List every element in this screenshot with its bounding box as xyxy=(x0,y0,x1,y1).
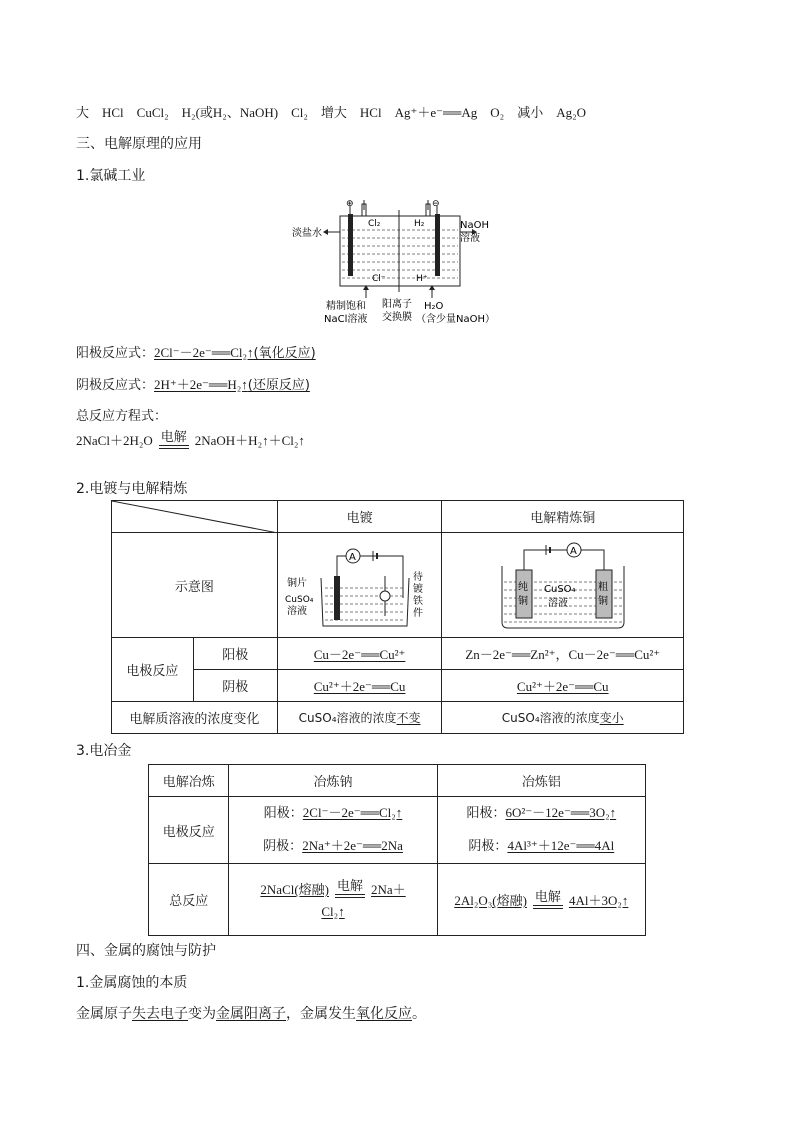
essence-metal-cation: 金属阳离子 xyxy=(216,1006,286,1022)
refining-cuso4-label: CuSO₄ xyxy=(543,583,576,595)
refining-diagram xyxy=(488,536,638,631)
cathode-equation: 2H⁺＋2e⁻══H₂↑ xyxy=(154,377,248,392)
inlet-right-label-2: （含少量NaOH） xyxy=(416,314,495,325)
table1-corner-cell xyxy=(112,501,278,533)
subsection-1-title: 1.氯碱工业 xyxy=(76,168,146,184)
table1-anode-label: 阳极 xyxy=(193,638,277,670)
plating-solution-label: 溶液 xyxy=(286,605,307,617)
cathode-equation-row xyxy=(76,374,310,393)
cl-ion-label: Cl⁻ xyxy=(372,274,386,284)
table2-header-0: 电解冶炼 xyxy=(149,765,229,797)
refining-concentration-change: 变小 xyxy=(599,711,624,725)
membrane-label-2: 交换膜 xyxy=(382,312,412,323)
table2-electrode-label: 电极反应 xyxy=(149,797,229,864)
table1-concentration-label: 电解质溶液的浓度变化 xyxy=(112,702,278,734)
h2-gas-label: H₂ xyxy=(414,219,425,229)
cathode-label: 阴极反应式： xyxy=(76,378,155,393)
copper-plate-label: 铜片 xyxy=(286,577,307,589)
sodium-cathode-equation: 2Na⁺＋2e⁻══2Na xyxy=(302,838,403,853)
total-equation-left: 2NaCl＋2H₂O xyxy=(76,433,153,448)
svg-text:A: A xyxy=(569,545,577,557)
refining-cathode-equation: Cu²⁺＋2e⁻══Cu xyxy=(516,679,609,694)
table2-header-sodium: 冶炼钠 xyxy=(229,765,437,797)
table1-row-diagram-label: 示意图 xyxy=(112,533,278,638)
total-equation-right: 2NaOH＋H₂↑＋Cl₂↑ xyxy=(194,433,305,448)
naoh-solution-label: 溶液 xyxy=(460,233,480,244)
svg-text:铁: 铁 xyxy=(412,595,423,607)
naoh-label: NaOH xyxy=(460,220,489,231)
table1-electrode-label: 电极反应 xyxy=(112,638,194,702)
corrosion-essence: 金属原子失去电子变为金属阳离子，金属发生氧化反应。 xyxy=(76,1006,426,1022)
refining-anode-equation: Zn－2e⁻══Zn²⁺，Cu－2e⁻══Cu²⁺ xyxy=(442,638,684,670)
table2-header-aluminum: 冶炼铝 xyxy=(437,765,645,797)
electrometallurgy-table: 电解冶炼 冶炼钠 冶炼铝 电极反应 阳极：2Cl⁻－2e⁻══Cl₂↑ 阴极：2Na⁺＋2e⁻══2Na 阳极：6O²⁻－12e⁻══3O₂↑ 阴极：4Al³⁺＋12e⁻══4Al 总反应 2NaCl(熔融) 电解 2Na＋ Cl₂↑ 2Al₂O₃(熔融) 电解 4Al＋3O₂↑ xyxy=(148,764,646,936)
anode-equation: 2Cl⁻－2e⁻══Cl₂↑ xyxy=(154,345,254,360)
essence-oxidation: 氧化反应 xyxy=(356,1006,412,1022)
membrane-label-1: 阳离子 xyxy=(382,299,412,310)
svg-text:件: 件 xyxy=(412,607,423,619)
svg-text:A: A xyxy=(348,551,356,563)
subsection-2-title: 2.电镀与电解精炼 xyxy=(76,481,188,497)
aluminum-total-right: 4Al＋3O₂↑ xyxy=(568,893,629,908)
plating-concentration-change: 不变 xyxy=(396,711,421,725)
sodium-anode-equation: 2Cl⁻－2e⁻══Cl₂↑ xyxy=(302,805,403,820)
plating-cuso4-label: CuSO₄ xyxy=(284,594,313,605)
sodium-total-left: 2NaCl(熔融) xyxy=(260,882,330,897)
total-equation xyxy=(76,430,305,449)
aluminum-cathode-equation: 4Al³⁺＋12e⁻══4Al xyxy=(507,838,615,853)
essence-lose-electrons: 失去电子 xyxy=(132,1006,188,1022)
pure-copper-label-2: 铜 xyxy=(517,595,528,607)
section-3-title: 三、电解原理的应用 xyxy=(76,136,202,152)
answer-line: 大 HCl CuCl₂ H₂(或H₂、NaOH) Cl₂ 增大 HCl Ag⁺＋e⁻══Ag O₂ 减小 Ag₂O xyxy=(76,105,586,120)
refining-solution-label: 溶液 xyxy=(547,597,568,609)
aluminum-total-left: 2Al₂O₃(熔融) xyxy=(454,893,527,908)
total-equation-label: 总反应方程式： xyxy=(76,409,168,424)
cathode-reaction-type: (还原反应) xyxy=(247,378,310,393)
sodium-total-line2: Cl₂↑ xyxy=(321,904,345,919)
table2-total-label: 总反应 xyxy=(149,864,229,936)
plating-refining-table: 电镀 电解精炼铜 示意图 A 铜片 CuSO₄ 溶液 待 镀 铁 件 A 纯 铜 粗 铜 CuSO₄ 溶液 电极反应 阳极 Cu－2e⁻══Cu²⁺ Zn－2e⁻══Zn²⁺，Cu－2e⁻══Cu²⁺ 阴极 Cu²⁺＋2e⁻══Cu Cu²⁺＋2e⁻══Cu 电解质溶液的浓度变化 CuSO₄溶液的浓度不变 CuSO₄溶液的浓度变小 xyxy=(111,500,684,734)
pure-copper-label-1: 纯 xyxy=(517,581,528,593)
anode-label: 阳极反应式： xyxy=(76,346,155,361)
table1-header-plating: 电镀 xyxy=(277,501,442,533)
plating-anode-equation: Cu－2e⁻══Cu²⁺ xyxy=(313,647,406,662)
anode-equation-row xyxy=(76,342,316,361)
sodium-total-right: 2Na＋ xyxy=(371,882,406,897)
plating-cathode-equation: Cu²⁺＋2e⁻══Cu xyxy=(313,679,406,694)
table1-header-refining: 电解精炼铜 xyxy=(442,501,684,533)
svg-text:待: 待 xyxy=(412,571,423,583)
refining-diagram-cell xyxy=(442,533,684,638)
anode-reaction-type: (氧化反应) xyxy=(253,346,316,361)
inlet-right-label-1: H₂O xyxy=(424,301,444,312)
plating-diagram xyxy=(285,536,435,631)
crude-copper-label-2: 铜 xyxy=(597,595,608,607)
cathode-minus-label: ⊖ xyxy=(432,199,440,209)
chlor-alkali-diagram xyxy=(290,196,510,332)
cl2-gas-label: Cl₂ xyxy=(368,219,381,229)
anode-plus-label: ⊕ xyxy=(346,199,354,209)
table1-cathode-label: 阴极 xyxy=(193,670,277,702)
inlet-left-label-1: 精制饱和 xyxy=(326,301,366,312)
subsection-3-title: 3.电冶金 xyxy=(76,743,132,759)
subsection-4-title: 1.金属腐蚀的本质 xyxy=(76,975,188,991)
crude-copper-label-1: 粗 xyxy=(597,581,608,593)
section-4-title: 四、金属的腐蚀与防护 xyxy=(76,943,216,959)
svg-text:镀: 镀 xyxy=(412,583,423,595)
aluminum-anode-equation: 6O²⁻－12e⁻══3O₂↑ xyxy=(505,805,617,820)
total-equation-condition: 电解 xyxy=(160,429,187,445)
h-ion-label: H⁺ xyxy=(416,274,428,284)
inlet-left-label-2: NaCl溶液 xyxy=(324,314,368,325)
dilute-brine-label: 淡盐水 xyxy=(292,228,322,239)
plating-diagram-cell xyxy=(277,533,442,638)
